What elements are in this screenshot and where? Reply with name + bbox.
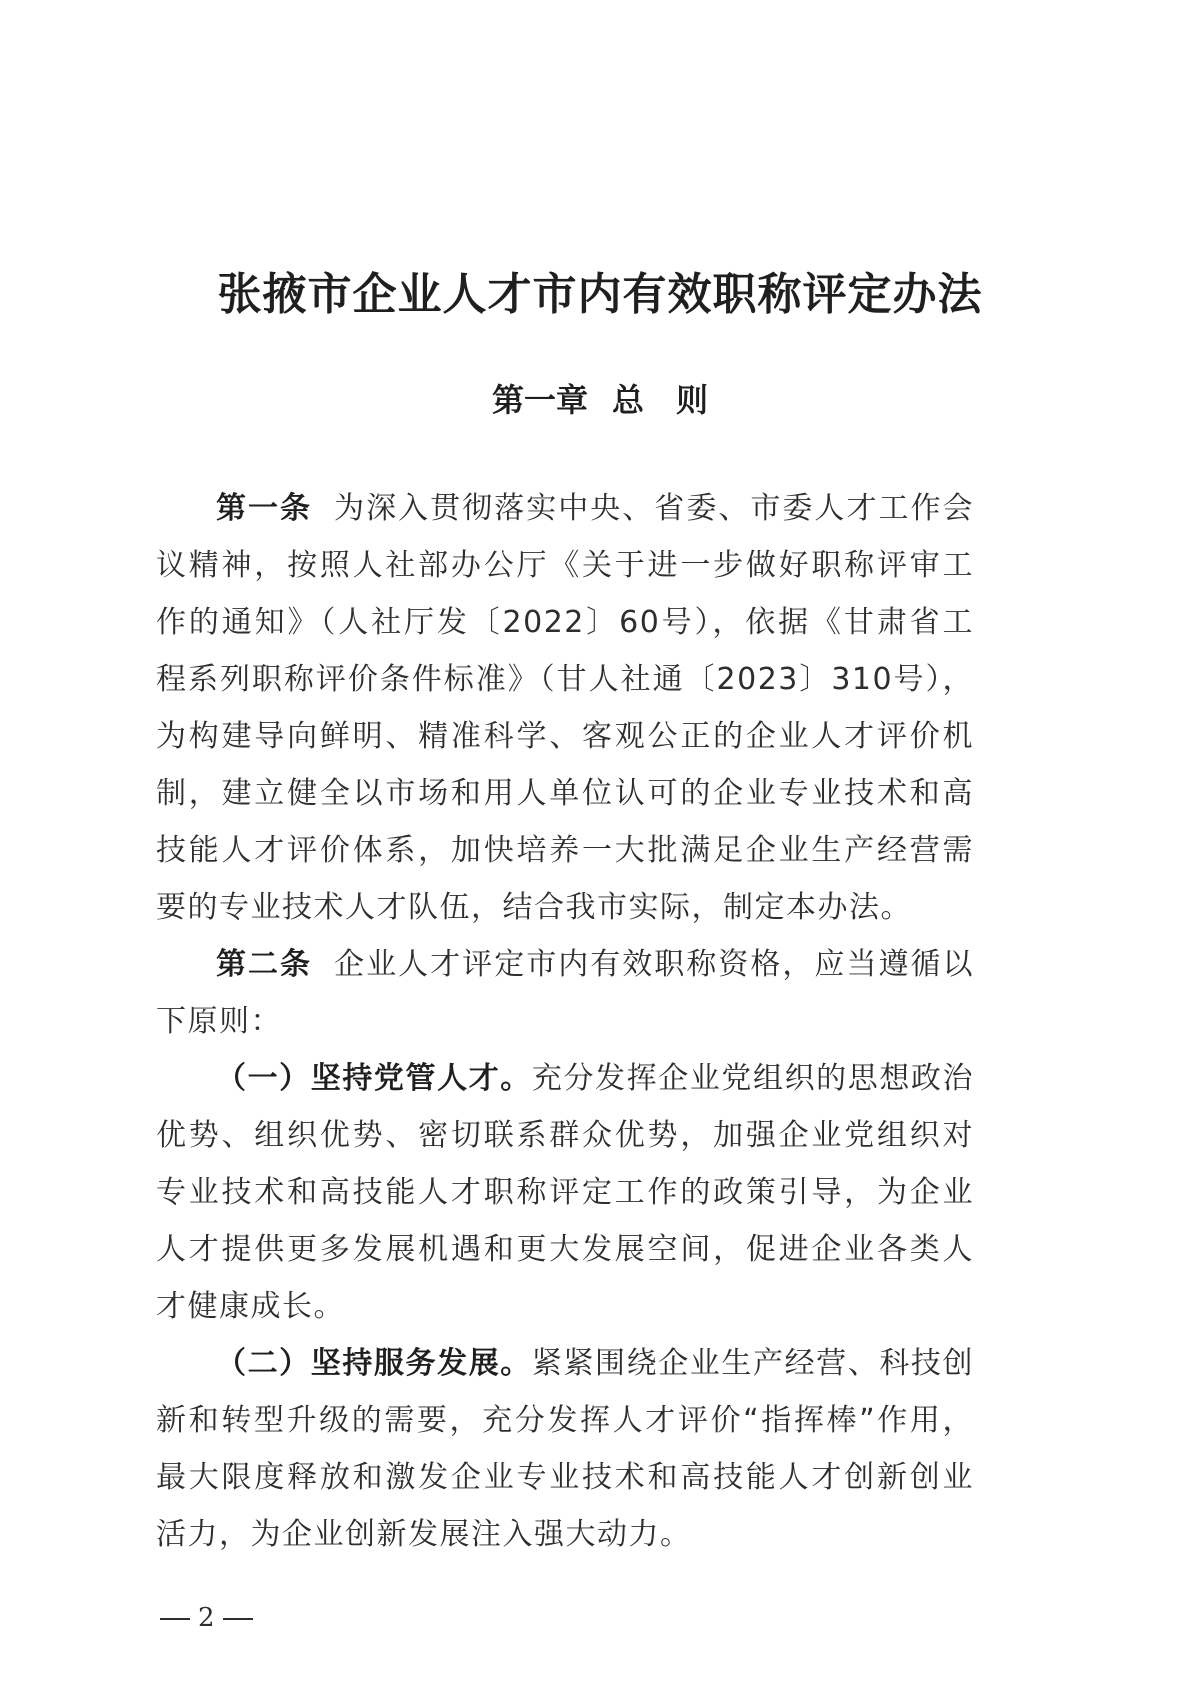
article-paragraph: [156, 936, 974, 1050]
chapter-title-char-1: 总: [611, 381, 644, 419]
article-label: 第一条: [216, 491, 313, 526]
principle-paragraph: [156, 1335, 974, 1563]
principle-heading: （二）坚持服务发展。: [216, 1346, 532, 1381]
page-number: 2: [198, 1603, 215, 1633]
principle-text: 充分发挥企业党组织的思想政治优势、组织优势、密切联系群众优势，加强企业党组织对专业技术和高技能人才职称评定工作的政策引导，为企业人才提供更多发展机遇和更大发展空间，促进企业各类人才健康成长。: [156, 1061, 975, 1324]
principle-paragraph: [156, 1050, 974, 1335]
document-body: [156, 480, 974, 1563]
chapter-number: 第一章: [491, 381, 588, 419]
article-text: 为深入贯彻落实中央、省委、市委人才工作会议精神，按照人社部办公厅《关于进一步做好职称评审工作的通知》（人社厅发〔2022〕60号），依据《甘肃省工程系列职称评价条件标准》（甘人社通〔2023〕310号），为构建导向鲜明、精准科学、客观公正的企业人才评价机制，建立健全以市场和用人单位认可的企业专业技术和高技能人才评价体系，加快培养一大批满足企业生产经营需要的专业技术人才队伍，结合我市实际，制定本办法。: [156, 491, 975, 925]
document-title: 张掖市企业人才市内有效职称评定办法: [217, 269, 983, 320]
chapter-title-char-2: 则: [676, 381, 709, 419]
article-paragraph: [156, 480, 974, 936]
article-label: 第二条: [216, 947, 313, 982]
chapter-heading: [120, 378, 1080, 422]
dash-right: [223, 1618, 253, 1620]
principle-text: 紧紧围绕企业生产经营、科技创新和转型升级的需要，充分发挥人才评价“指挥棒”作用，最大限度释放和激发企业专业技术和高技能人才创新创业活力，为企业创新发展注入强大动力。: [156, 1346, 975, 1552]
page-number-footer: [152, 1600, 261, 1636]
principle-heading: （一）坚持党管人才。: [216, 1061, 532, 1096]
dash-left: [160, 1618, 190, 1620]
article-text: 企业人才评定市内有效职称资格，应当遵循以下原则：: [156, 947, 975, 1039]
